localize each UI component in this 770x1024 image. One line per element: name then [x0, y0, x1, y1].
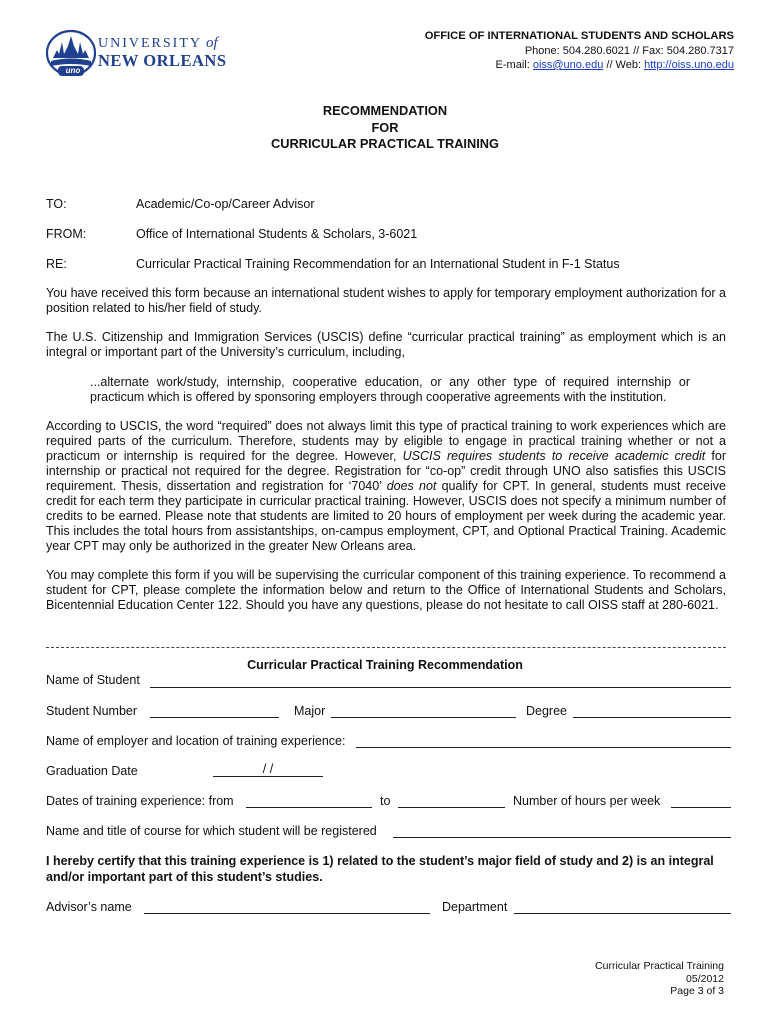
- dates-to-label: to: [380, 794, 391, 808]
- department-label: Department: [442, 900, 508, 914]
- major-label: Major: [294, 704, 326, 718]
- re-value: Curricular Practical Training Recommendation for an International Student in F-1 Status: [136, 257, 620, 271]
- from-value: Office of International Students & Scholars, 3-6021: [136, 227, 418, 241]
- advisor-name-field[interactable]: [144, 913, 430, 914]
- logo-badge: uno: [65, 66, 81, 75]
- form-heading: Curricular Practical Training Recommendation: [247, 658, 523, 672]
- course-field[interactable]: [393, 837, 731, 838]
- degree-field[interactable]: [573, 717, 731, 718]
- divider: [46, 647, 726, 648]
- dates-from-label: Dates of training experience: from: [46, 794, 234, 808]
- student-number-label: Student Number: [46, 704, 138, 718]
- re-label: RE:: [46, 257, 67, 271]
- office-header: [425, 29, 734, 73]
- to-value: Academic/Co-op/Career Advisor: [136, 197, 315, 211]
- graduation-label: Graduation Date: [46, 764, 138, 778]
- footer-title: Curricular Practical Training: [595, 960, 724, 972]
- date-to-field[interactable]: [398, 807, 505, 808]
- student-name-field[interactable]: [150, 687, 731, 688]
- quote-definition: ...alternate work/study, internship, cooperative education, or any other type of required internship or practicum which is offered by sponsoring employers through cooperative agreements with the institution.: [90, 375, 690, 404]
- hours-label: Number of hours per week: [513, 794, 661, 808]
- course-label: Name and title of course for which student will be registered: [46, 824, 377, 838]
- office-contact: E-mail: oiss@uno.edu // Web: http://oiss.uno.edu: [495, 59, 734, 71]
- office-title: OFFICE OF INTERNATIONAL STUDENTS AND SCHOLARS: [424, 30, 734, 42]
- logo-wordmark: UNIVERSITY of NEW ORLEANS: [98, 35, 227, 70]
- employer-label: Name of employer and location of training experience:: [46, 734, 346, 748]
- major-field[interactable]: [331, 717, 516, 718]
- page-number: Page 3 of 3: [670, 985, 724, 997]
- footer-date: 05/2012: [686, 972, 724, 985]
- page-footer: [595, 960, 724, 998]
- graduation-date-field[interactable]: / /: [213, 762, 323, 777]
- employer-field[interactable]: [356, 747, 731, 748]
- email-link[interactable]: oiss@uno.edu: [532, 59, 604, 71]
- office-phone: Phone: 504.280.6021 // Fax: 504.280.7317: [524, 44, 734, 57]
- paragraph-requirements: According to USCIS, the word “required” does not always limit this type of practical training to work experiences which are required parts of the curriculum. Therefore, students may by eligible to engage in practical training whether or not a practicum or internship is required for the degree. However, USCIS requires students to receive academic credit for internship or practical not required for the degree. Registration for “co-op” credit through UNO also satisfies this USCIS requirement. Thesis, dissertation and registration for ‘7040’ does not qualify for CPT. In general, students must receive credit for each term they participate in curricular practical training. However, USCIS does not specify a minimum number of credits to be earned. Please note that students are limited to 20 hours of employment per week during the academic year. This includes the total hours from assistantships, on-campus employment, CPT, and Optional Practical Training. Academic year CPT may only be authorized in the greater New Orleans area.: [46, 419, 727, 553]
- student-number-field[interactable]: [150, 717, 279, 718]
- paragraph-uscis-definition: The U.S. Citizenship and Immigration Services (USCIS) define “curricular practical training” as employment which is an integral or important part of the University’s curriculum, including,: [46, 330, 726, 359]
- advisor-name-label: Advisor’s name: [46, 900, 132, 914]
- to-label: TO:: [46, 197, 67, 211]
- document-title: RECOMMENDATION FOR CURRICULAR PRACTICAL TRAINING: [271, 103, 499, 151]
- certification-statement: I hereby certify that this training experience is 1) related to the student’s major field of study and 2) is an integral and/or important part of this student’s studies.: [46, 854, 714, 884]
- date-from-field[interactable]: [246, 807, 372, 808]
- hours-field[interactable]: [671, 807, 731, 808]
- paragraph-instructions: You may complete this form if you will be supervising the curricular component of this training experience. To recommend a student for CPT, please complete the information below and return to the Office of International Students and Scholars, Bicentennial Education Center 122. Should you have any questions, please do not hesitate to call OISS staff at 280-6021.: [46, 568, 726, 612]
- student-name-label: Name of Student: [46, 673, 140, 687]
- degree-label: Degree: [526, 704, 567, 718]
- web-link[interactable]: http://oiss.uno.edu: [644, 59, 734, 71]
- department-field[interactable]: [514, 913, 731, 914]
- paragraph-intro: You have received this form because an international student wishes to apply for temporary employment authorization for a position related to his/her field of study.: [46, 286, 726, 315]
- from-label: FROM:: [46, 227, 87, 241]
